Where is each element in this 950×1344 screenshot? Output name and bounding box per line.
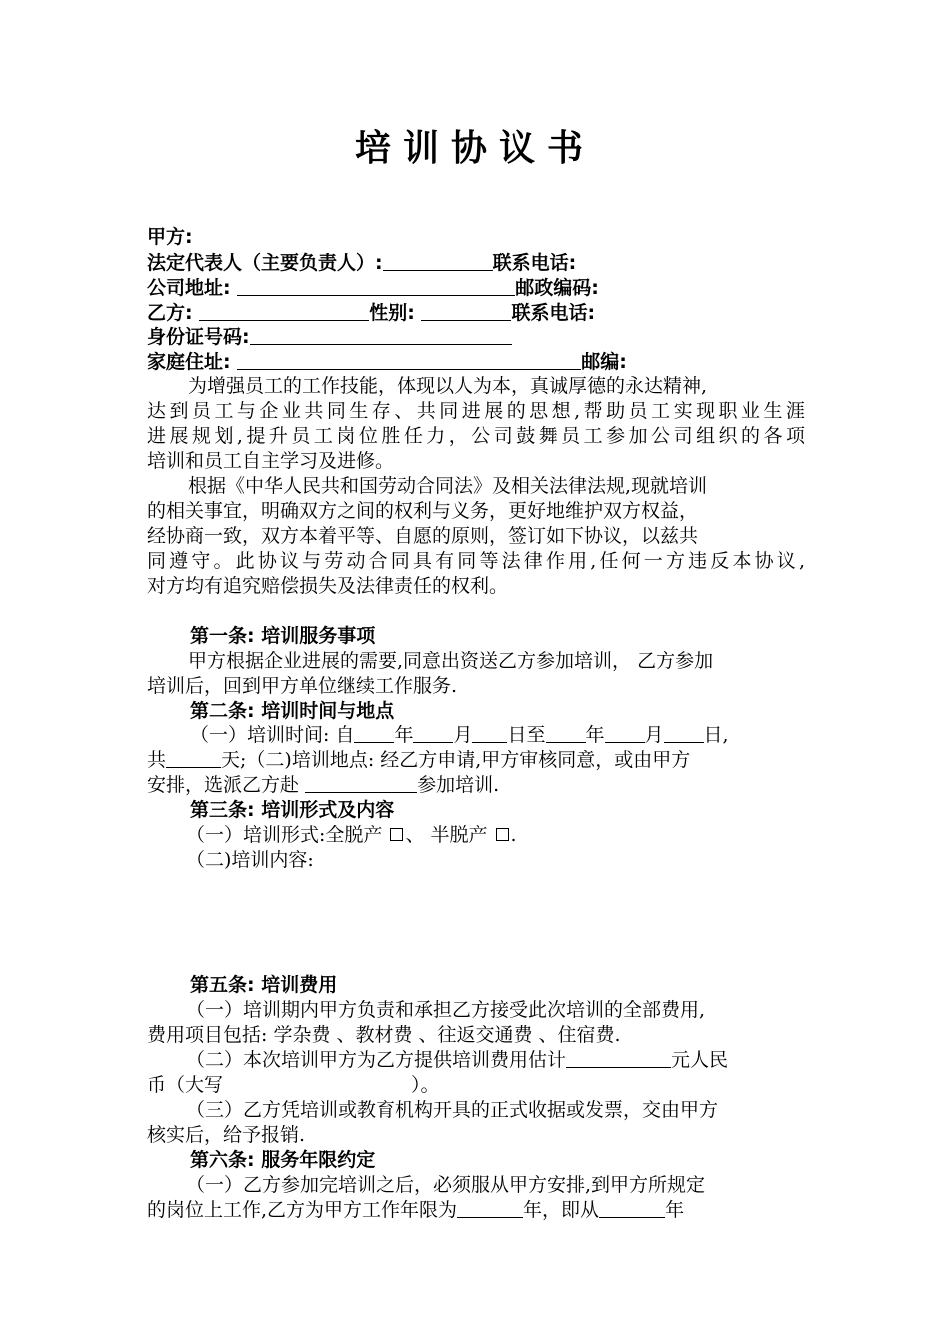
- company-address-label: 公司地址:: [147, 277, 231, 299]
- service-years-label: 的岗位上工作,乙方为甲方工作年限为: [147, 1199, 458, 1221]
- intro-p2-line2: 的相关事宜，明确双方之间的权利与义务，更好地维护双方权益，: [147, 500, 699, 522]
- month-label: 月: [453, 724, 473, 746]
- article-1-heading: 第一条: 培训服务事项: [190, 625, 376, 647]
- article-5-line2: 费用项目包括: 学杂费 、教材费 、往返交通费 、住宿费.: [147, 1024, 621, 1046]
- training-dispatch-row: [147, 773, 499, 797]
- id-number-blank[interactable]: [250, 325, 512, 345]
- cost-uppercase-row: [147, 1073, 440, 1097]
- id-number-label: 身份证号码:: [147, 326, 250, 348]
- training-form-row: [186, 823, 517, 847]
- start-day-blank[interactable]: [472, 723, 507, 743]
- total-label: 共: [147, 749, 167, 771]
- dispatch-label: 安排，选派乙方赴: [147, 774, 300, 796]
- document-title: 培训协议书: [354, 128, 595, 169]
- article-5-heading: 第五条: 培训费用: [190, 974, 338, 996]
- end-day-blank[interactable]: [664, 723, 704, 743]
- party-b-row: [147, 301, 595, 325]
- intro-p1-line3: 进展规划,提升员工岗位胜任力，公司鼓舞员工参加公司组织的各项: [147, 425, 805, 447]
- intro-p2-line5: 对方均有追究赔偿损失及法律责任的权利。: [147, 575, 509, 597]
- year-label: 年: [665, 1199, 685, 1221]
- legal-rep-label: 法定代表人（主要负责人）:: [147, 252, 383, 274]
- from-label: 年，即从: [523, 1199, 600, 1221]
- gender-label: 性别:: [369, 302, 415, 324]
- cost-estimate-label: （二）本次培训甲方为乙方提供培训费用估计: [186, 1049, 567, 1071]
- legal-rep-blank[interactable]: [383, 251, 493, 271]
- period: .: [510, 824, 517, 846]
- home-address-label: 家庭住址:: [147, 351, 231, 373]
- service-start-year-blank[interactable]: [599, 1198, 665, 1218]
- gender-blank[interactable]: [421, 301, 511, 321]
- party-a-label: 甲方:: [147, 226, 193, 248]
- intro-p1-line2: 达到员工与企业共同生存、共同进展的思想,帮助员工实现职业生涯: [147, 400, 805, 422]
- month-label: 月: [644, 724, 664, 746]
- home-address-blank[interactable]: [237, 350, 581, 370]
- article-5-line6: 核实后，给予报销.: [147, 1124, 306, 1146]
- party-b-blank[interactable]: [199, 301, 369, 321]
- start-month-blank[interactable]: [413, 723, 453, 743]
- article-1-line1: 甲方根据企业进展的需要,同意出资送乙方参加培训， 乙方参加: [188, 650, 714, 672]
- training-days-row: [147, 748, 690, 772]
- uppercase-label: 币（大写: [147, 1074, 224, 1096]
- attend-training-label: 参加培训.: [417, 774, 500, 796]
- phone-label: 联系电话:: [492, 252, 577, 274]
- article-5-line5: （三）乙方凭培训或教育机构开具的正式收据或发票，交由甲方: [186, 1099, 719, 1121]
- legal-rep-row: [147, 251, 576, 275]
- training-time-row: [190, 723, 729, 747]
- day-label: 日,: [703, 724, 729, 746]
- service-years-blank[interactable]: [457, 1198, 523, 1218]
- home-address-row: [147, 350, 627, 374]
- phone-b-label: 联系电话:: [511, 302, 596, 324]
- end-month-blank[interactable]: [605, 723, 645, 743]
- end-year-blank[interactable]: [546, 723, 586, 743]
- training-location-text: 天;（二)培训地点: 经乙方申请,甲方审核同意，或由甲方: [221, 749, 691, 771]
- training-content-label: （二)培训内容:: [186, 849, 314, 871]
- article-6-heading: 第六条: 服务年限约定: [190, 1149, 376, 1171]
- rmb-label: 元人民: [671, 1049, 729, 1071]
- party-b-label: 乙方:: [147, 302, 193, 324]
- article-6-line1: （一）乙方参加完培训之后，必须服从甲方安排,到甲方所规定: [186, 1174, 706, 1196]
- full-time-checkbox[interactable]: [390, 828, 403, 841]
- cost-amount-blank[interactable]: [566, 1048, 671, 1068]
- part-time-checkbox[interactable]: [496, 828, 509, 841]
- closing-paren: ）。: [411, 1074, 440, 1096]
- start-year-blank[interactable]: [354, 723, 394, 743]
- postal-code-label: 邮政编码:: [515, 277, 599, 299]
- article-3-heading: 第三条: 培训形式及内容: [190, 799, 395, 821]
- company-address-row: [147, 276, 599, 300]
- article-1-line2: 培训后，回到甲方单位继续工作服务.: [147, 675, 458, 697]
- company-address-blank[interactable]: [237, 276, 515, 296]
- part-time-label: 、 半脱产: [405, 824, 488, 846]
- service-years-row: [147, 1198, 684, 1222]
- zip-label: 邮编:: [581, 351, 627, 373]
- day-to-label: 日至: [507, 724, 546, 746]
- intro-p2-line1: 根据《中华人民共和国劳动合同法》及相关法律法规,现就培训: [188, 475, 708, 497]
- training-cost-row: [186, 1048, 728, 1072]
- intro-p2-line4: 同遵守。此协议与劳动合同具有同等法律作用,任何一方违反本协议,: [147, 550, 805, 572]
- article-2-heading: 第二条: 培训时间与地点: [190, 700, 395, 722]
- article-5-line1: （一）培训期内甲方负责和承担乙方接受此次培训的全部费用,: [186, 999, 706, 1021]
- training-time-label: （一）培训时间: 自: [190, 724, 355, 746]
- days-blank[interactable]: [166, 748, 221, 768]
- intro-p2-line3: 经协商一致，双方本着平等、自愿的原则，签订如下协议，以兹共: [147, 525, 699, 547]
- year-label: 年: [585, 724, 605, 746]
- destination-blank[interactable]: [305, 773, 417, 793]
- intro-p1-line1: 为增强员工的工作技能，体现以人为本，真诚厚德的永达精神,: [188, 375, 708, 397]
- intro-p1-line4: 培训和员工自主学习及进修。: [147, 450, 395, 472]
- year-label: 年: [394, 724, 414, 746]
- id-number-row: [147, 325, 512, 349]
- full-time-label: （一）培训形式:全脱产: [186, 824, 383, 846]
